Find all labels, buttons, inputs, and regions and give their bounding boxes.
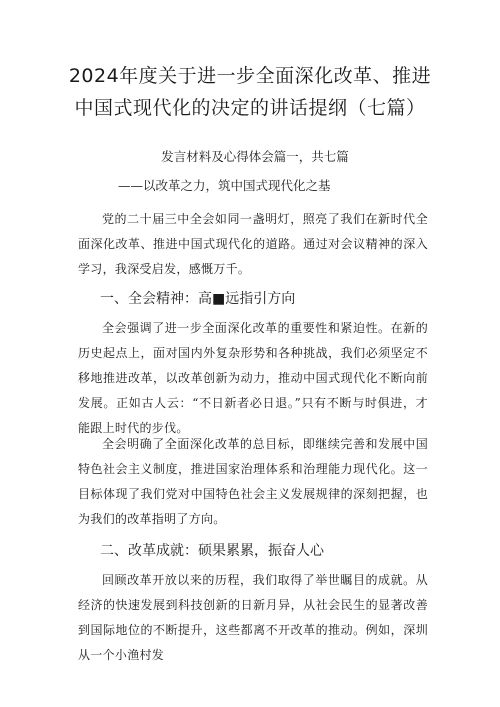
section-1-paragraph-1: 全会强调了进一步全面深化改革的重要性和紧迫性。在新的历史起点上，面对国内外复杂形势和各种挑战，我们必须坚定不移地推进改革，以改革创新为动力，推动中国式现代化不断向前发展。正如古人云：“不日新者必日退。”只有不断与时俱进，才能跟上时代的步伐。 [78,321,428,435]
series-label: 发言材料及心得体会篇一，共七篇 [161,149,349,164]
intro-paragraph: 党的二十届三中全会如同一盏明灯，照亮了我们在新时代全面深化改革、推进中国式现代化的道路。通过对会议精神的深入学习，我深受启发，感慨万千。 [78,212,428,276]
tagline: ——以改革之力，筑中国式现代化之基 [118,178,331,193]
section-heading-1: 一、全会精神：高■远指引方向 [100,291,296,307]
document-title: 2024年度关于进一步全面深化改革、推进中国式现代化的决定的讲话提纲（七篇） [68,65,432,119]
section-2-paragraph-1: 回顾改革开放以来的历程，我们取得了举世瞩目的成就。从经济的快速发展到科技创新的日新月异，从社会民生的显著改善到国际地位的不断提升，这些都离不开改革的推动。例如，深圳从一个小渔村发 [78,573,428,662]
section-1-paragraph-2: 全会明确了全面深化改革的总目标，即继续完善和发展中国特色社会主义制度，推进国家治理体系和治理能力现代化。这一目标体现了我们党对中国特色社会主义发展规律的深刻把握，也为我们的改革指明了方向。 [78,437,428,526]
section-heading-2: 二、改革成就：硕果累累，振奋人心 [100,543,324,559]
